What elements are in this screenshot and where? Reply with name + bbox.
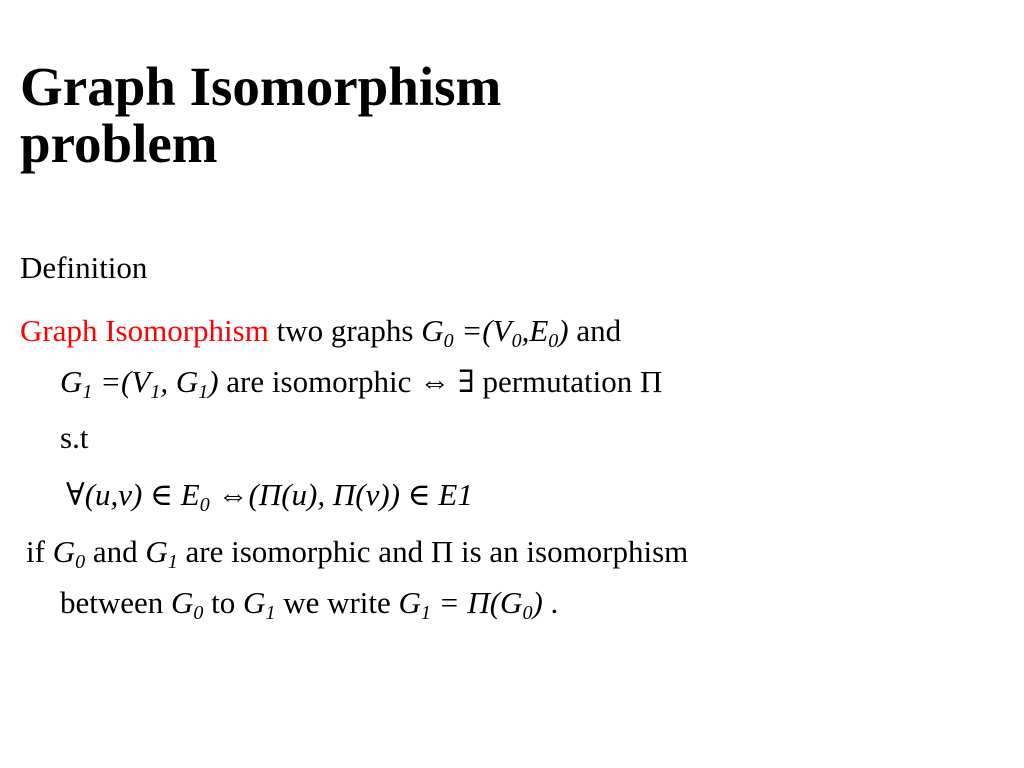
text: are isomorphic ⇔ ∃ permutation Π [218, 364, 663, 399]
definition-line-1 [20, 313, 622, 352]
title-line-2: problem [20, 113, 218, 174]
math-g0: $G_0$ [171, 585, 204, 624]
math-formula: ∀(u,v) ∈ $E_0$ ⇔(Π(u), Π(v)) ∈ E1 [66, 477, 473, 516]
notation-line-1: if $G_0$ and $G_1$ are isomorphic and Π is an isomorphism [26, 534, 689, 573]
definition-formula [66, 477, 473, 516]
definition-line-2 [60, 364, 663, 403]
slide-title [20, 58, 501, 172]
math-g1: $G_1 =(V_1$, $G_1$) [60, 364, 219, 403]
defined-term: Graph Isomorphism [20, 313, 269, 348]
math-g1: $G_1$ [243, 585, 276, 624]
text: and [568, 313, 622, 348]
math-equation: $G_1 = \Pi(G_0)$ [398, 585, 543, 624]
definition-line-3: s.t [60, 420, 89, 455]
notation-line-2: between $G_0$ to $G_1$ we write $G_1 = \Pi(G_0)$ . [60, 585, 559, 624]
math-g0: $G_0 =(V_0,E_0)$ [421, 313, 569, 352]
math-g1: $G_1$ [145, 534, 178, 573]
math-g0: $G_0$ [52, 534, 86, 573]
title-line-1: Graph Isomorphism [20, 56, 502, 117]
text: two graphs [268, 313, 422, 348]
definition-label: Definition [20, 250, 148, 285]
